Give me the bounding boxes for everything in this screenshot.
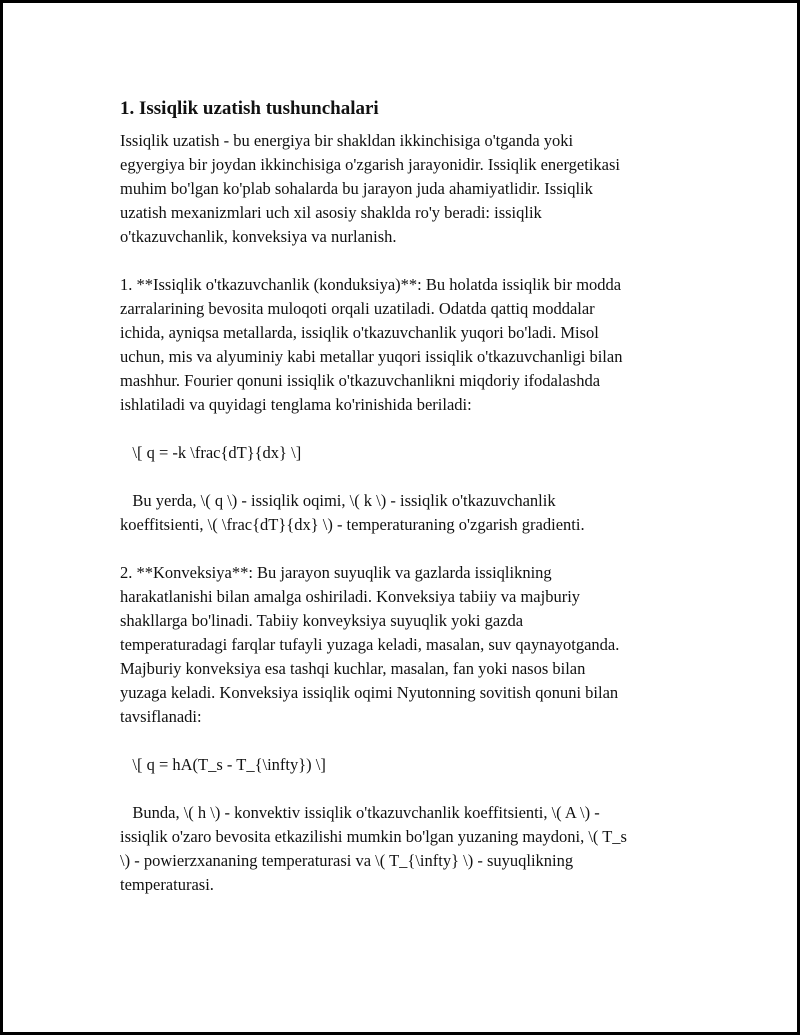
text-line: mashhur. Fourier qonuni issiqlik o'tkazuvchanlikni miqdoriy ifodalashda: [120, 371, 601, 390]
text-line: tavsiflanadi:: [120, 707, 202, 726]
convection-paragraph: [120, 561, 700, 729]
text-line: Majburiy konveksiya esa tashqi kuchlar, masalan, fan yoki nasos bilan: [120, 659, 586, 678]
text-line: shakllarga bo'linadi. Tabiiy konveyksiya suyuqlik yoki gazda: [120, 611, 524, 630]
text-line: Bu yerda, \( q \) - issiqlik oqimi, \( k \) - issiqlik o'tkazuvchanlik: [120, 491, 556, 510]
fourier-formula: [120, 441, 700, 465]
conduction-paragraph: [120, 273, 700, 417]
text-line: zarralarining bevosita muloqoti orqali uzatiladi. Odatda qattiq moddalar: [120, 299, 595, 318]
text-line: uzatish mexanizmlari uch xil asosiy shaklda ro'y beradi: issiqlik: [120, 203, 542, 222]
text-line: ishlatiladi va quyidagi tenglama ko'rinishida beriladi:: [120, 395, 472, 414]
text-line: temperaturadagi farqlar tufayli yuzaga keladi, masalan, suv qaynayotganda.: [120, 635, 620, 654]
text-line: Bunda, \( h \) - konvektiv issiqlik o'tkazuvchanlik koeffitsienti, \( A \) -: [120, 803, 600, 822]
document-blocks: [120, 129, 700, 897]
intro-paragraph: [120, 129, 700, 249]
text-line: koeffitsienti, \( \frac{dT}{dx} \) - temperaturaning o'zgarish gradienti.: [120, 515, 585, 534]
paragraph-gap: [120, 537, 700, 561]
text-line: o'tkazuvchanlik, konveksiya va nurlanish.: [120, 227, 397, 246]
text-line: uchun, mis va alyuminiy kabi metallar yuqori issiqlik o'tkazuvchanligi bilan: [120, 347, 623, 366]
text-line: harakatlanishi bilan amalga oshiriladi. Konveksiya tabiiy va majburiy: [120, 587, 581, 606]
paragraph-gap: [120, 729, 700, 753]
paragraph-gap: [120, 417, 700, 441]
fourier-explanation: [120, 489, 700, 537]
text-line: \[ q = hA(T_s - T_{\infty}) \]: [120, 755, 326, 774]
text-line: temperaturasi.: [120, 875, 214, 894]
text-line: 2. **Konveksiya**: Bu jarayon suyuqlik va gazlarda issiqlikning: [120, 563, 552, 582]
section-heading: 1. Issiqlik uzatish tushunchalari: [120, 98, 379, 119]
text-line: \) - powierzxananing temperaturasi va \( T_{\infty} \) - suyuqlikning: [120, 851, 574, 870]
text-line: 1. **Issiqlik o'tkazuvchanlik (konduksiya)**: Bu holatda issiqlik bir modda: [120, 275, 622, 294]
text-line: issiqlik o'zaro bevosita etkazilishi mumkin bo'lgan yuzaning maydoni, \( T_s: [120, 827, 627, 846]
text-line: \[ q = -k \frac{dT}{dx} \]: [120, 443, 302, 462]
newton-formula: [120, 753, 700, 777]
document-body: [120, 96, 700, 897]
text-line: yuzaga keladi. Konveksiya issiqlik oqimi Nyutonning sovitish qonuni bilan: [120, 683, 619, 702]
text-line: egyergiya bir joydan ikkinchisiga o'zgarish jarayonidir. Issiqlik energetikasi: [120, 155, 620, 174]
paragraph-gap: [120, 249, 700, 273]
newton-explanation: [120, 801, 700, 897]
paragraph-gap: [120, 465, 700, 489]
text-line: muhim bo'lgan ko'plab sohalarda bu jarayon juda ahamiyatlidir. Issiqlik: [120, 179, 593, 198]
text-line: Issiqlik uzatish - bu energiya bir shakldan ikkinchisiga o'tganda yoki: [120, 131, 574, 150]
paragraph-gap: [120, 777, 700, 801]
text-line: ichida, ayniqsa metallarda, issiqlik o'tkazuvchanlik yuqori bo'ladi. Misol: [120, 323, 599, 342]
